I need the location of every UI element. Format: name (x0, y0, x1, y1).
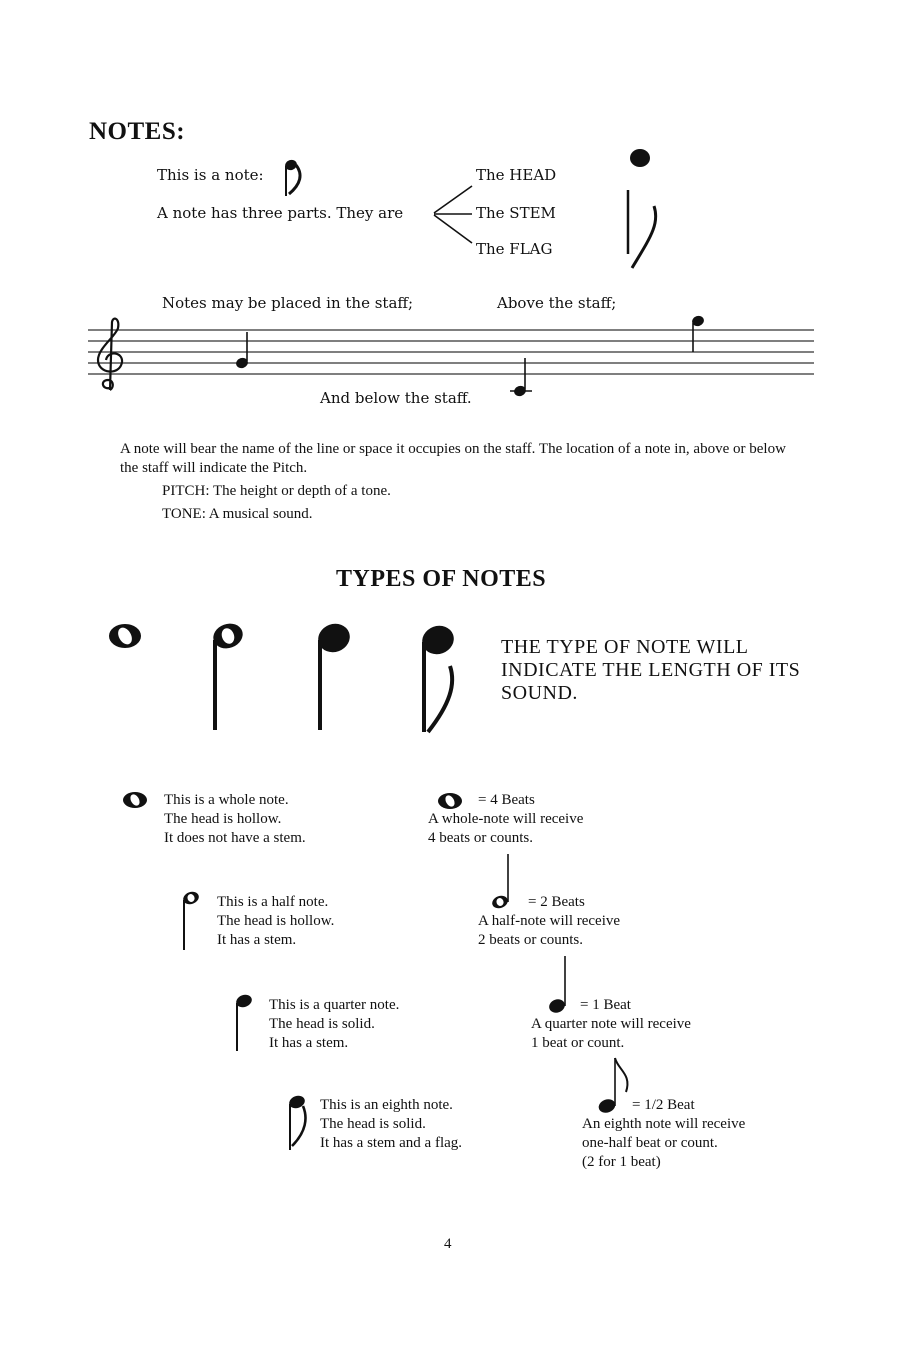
part-stem-label: The STEM (476, 204, 556, 222)
staff-below-note (510, 358, 532, 398)
eighth-beats: = 1/2 Beat (632, 1097, 695, 1113)
eighth-receive-2: one-half beat or count. (582, 1135, 718, 1151)
pitch-definition: PITCH: The height or depth of a tone. (162, 483, 391, 499)
eighth-note-icon (286, 1094, 312, 1154)
quarter-note-icon (232, 993, 256, 1053)
quarter-receive-2: 1 beat or count. (531, 1035, 625, 1051)
half-receive-2: 2 beats or counts. (478, 932, 583, 948)
tone-definition: TONE: A musical sound. (162, 506, 313, 522)
eighth-receive-3: (2 for 1 beat) (582, 1154, 661, 1170)
in-staff-text: Notes may be placed in the staff; (162, 294, 414, 312)
types-statement: THE TYPE OF NOTE WILL INDICATE THE LENGTH OF ITS SOUND. (501, 636, 801, 704)
whole-beats: = 4 Beats (478, 792, 535, 808)
half-beats: = 2 Beats (528, 894, 585, 910)
whole-line-2: The head is hollow. (164, 811, 282, 827)
half-line-2: The head is hollow. (217, 913, 335, 929)
types-title: TYPES OF NOTES (336, 566, 547, 592)
half-note-beat-icon (488, 852, 514, 912)
whole-receive-2: 4 beats or counts. (428, 830, 533, 846)
eighth-line-3: It has a stem and a flag. (320, 1135, 463, 1151)
quarter-beats: = 1 Beat (580, 997, 631, 1013)
quarter-receive-1: A quarter note will receive (531, 1016, 691, 1032)
above-staff-text: Above the staff; (497, 294, 617, 312)
whole-note-beat-icon (437, 792, 465, 810)
big-whole-note-icon (106, 622, 146, 652)
below-staff-text: And below the staff. (320, 389, 472, 407)
this-is-a-note-text: This is a note: (157, 166, 264, 184)
whole-receive-1: A whole-note will receive (428, 811, 584, 827)
staff-above-note (691, 314, 706, 352)
half-line-3: It has a stem. (217, 932, 297, 948)
eighth-note-beat-icon (594, 1056, 634, 1116)
small-eighth-note-icon (283, 158, 307, 198)
definition-paragraph: A note will bear the name of the line or space it occupies on the staff. The location of a note in, above or below the staff will indicate the Pitch. (120, 441, 786, 476)
half-line-1: This is a half note. (217, 894, 329, 910)
quarter-line-1: This is a quarter note. (269, 997, 400, 1013)
staff-quarter-note (235, 332, 250, 370)
exploded-note-parts-icon (620, 146, 670, 271)
parts-brace (432, 180, 477, 260)
part-head-label: The HEAD (476, 166, 557, 184)
big-half-note-icon (205, 620, 253, 732)
treble-clef-icon (98, 319, 122, 390)
page-number: 4 (444, 1236, 452, 1252)
whole-note-icon (122, 791, 150, 809)
whole-line-3: It does not have a stem. (164, 830, 306, 846)
quarter-line-2: The head is solid. (269, 1016, 375, 1032)
quarter-line-3: It has a stem. (269, 1035, 349, 1051)
half-note-icon (179, 890, 203, 952)
whole-line-1: This is a whole note. (164, 792, 289, 808)
part-flag-label: The FLAG (476, 240, 553, 258)
eighth-receive-1: An eighth note will receive (582, 1116, 746, 1132)
quarter-note-beat-icon (544, 954, 572, 1016)
eighth-line-1: This is an eighth note. (320, 1097, 453, 1113)
big-quarter-note-icon (310, 620, 358, 732)
half-receive-1: A half-note will receive (478, 913, 621, 929)
eighth-line-2: The head is solid. (320, 1116, 426, 1132)
three-parts-text: A note has three parts. They are (157, 204, 404, 222)
big-eighth-note-icon (414, 622, 464, 734)
notes-title: NOTES: (89, 118, 186, 145)
